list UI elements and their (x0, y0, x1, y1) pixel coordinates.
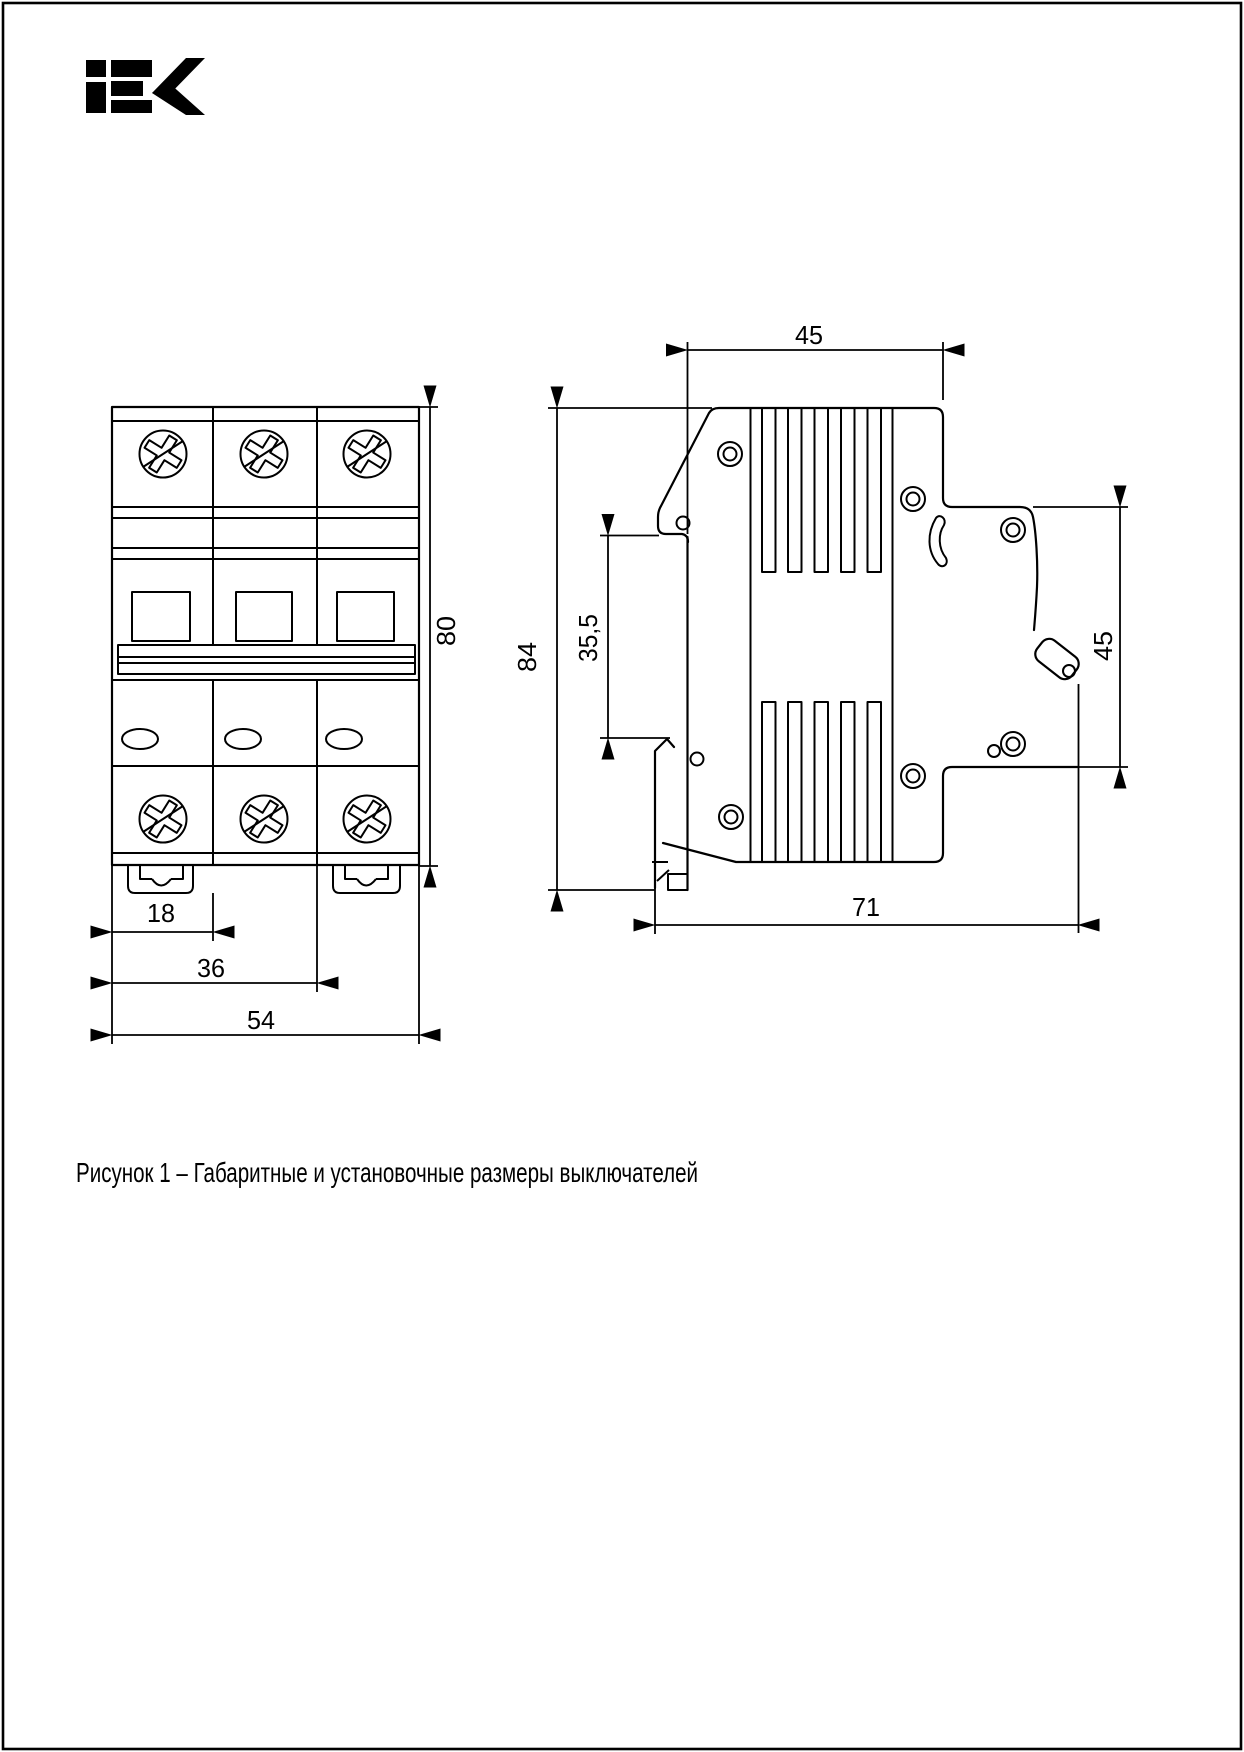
vent-slats-bottom (762, 702, 881, 862)
screw-icon (137, 793, 189, 845)
side-view (512, 320, 1128, 934)
rivet-icon (718, 442, 742, 466)
vent-slats-top (762, 408, 881, 572)
logo-e-top (111, 60, 152, 77)
page-border (3, 3, 1241, 1749)
din-clip (128, 865, 193, 893)
rivets (718, 442, 1025, 829)
handle-bar (118, 645, 415, 674)
dim-label-depth: 71 (852, 892, 880, 922)
iek-logo (86, 58, 205, 115)
rivet-icon (1001, 518, 1025, 542)
front-dimensions (112, 407, 461, 1044)
logo-i-stem (86, 82, 106, 113)
rail-latch (1032, 635, 1083, 683)
rivet-icon (719, 805, 743, 829)
rivet-icon (901, 764, 925, 788)
dim-label-module-width: 45 (795, 320, 823, 350)
screw-icon (238, 428, 290, 480)
toggle-knob (236, 592, 292, 641)
logo-e-mid (111, 81, 143, 96)
screw-icon (341, 428, 393, 480)
dim-label-front-offset: 35,5 (573, 611, 603, 662)
curved-slot (929, 516, 946, 566)
terminal-screws (137, 428, 393, 845)
front-din-clip (652, 739, 687, 890)
dim-label-total-height: 84 (512, 643, 542, 672)
front-view (112, 407, 461, 1044)
screw-icon (341, 793, 393, 845)
toggle-knob (337, 592, 394, 641)
dim-label-front-height: 80 (431, 617, 461, 646)
dim-label-total-width: 54 (247, 1005, 275, 1035)
marking-slot (326, 729, 362, 749)
toggle-knob (132, 592, 190, 641)
marking-slot (122, 729, 158, 749)
screw-icon (137, 428, 189, 480)
logo-i-dot (86, 60, 106, 77)
dim-label-rail-offset: 45 (1088, 632, 1118, 661)
figure-caption: Рисунок 1 – Габаритные и установочные размеры выключателей (76, 1157, 698, 1188)
rivet-icon (901, 487, 925, 511)
pin-hole (988, 745, 1000, 757)
dim-label-two-pole-width: 36 (197, 953, 225, 983)
dim-label-pole-width: 18 (147, 898, 175, 928)
side-dimensions (512, 320, 1128, 934)
din-clip (333, 865, 400, 893)
pin-hole (691, 753, 704, 766)
marking-slot (225, 729, 261, 749)
screw-icon (238, 793, 290, 845)
din-clips (128, 865, 400, 893)
side-view-body (652, 408, 1082, 890)
rivet-icon (1001, 732, 1025, 756)
logo-e-bottom (111, 100, 152, 113)
